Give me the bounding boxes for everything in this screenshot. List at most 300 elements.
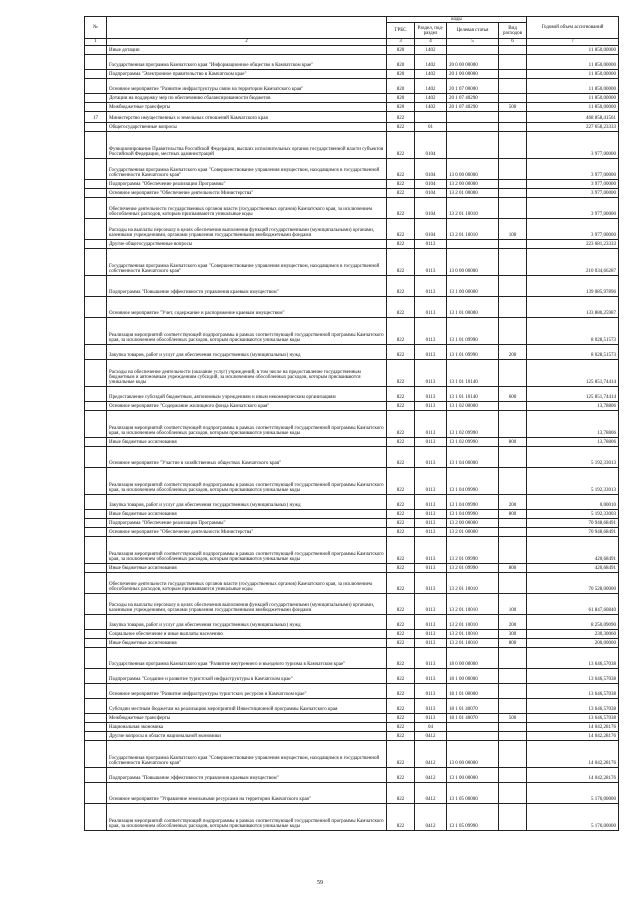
row-target-article: 13 1 04 09990 (447, 467, 499, 494)
row-expense-type (499, 536, 527, 563)
table-row (85, 188, 619, 197)
row-name: Закупка товаров, работ и услуг для обеспечения государственных (муниципальных) нужд (107, 614, 387, 629)
row-grbs: 822 (387, 359, 415, 386)
row-name: Основное мероприятие "Развитие инфраструктуры туристских ресурсов в Камчатском крае" (107, 683, 387, 698)
row-number (85, 158, 107, 179)
row-number (85, 593, 107, 614)
row-number (85, 713, 107, 722)
row-name: Обеспечение деятельности государственных органов власти (государственных органов) Камчатского края, за исключением обособленных расходов, которым присваиваются уникальные коды (107, 572, 387, 593)
row-grbs: 822 (387, 248, 415, 275)
row-amount: 420,68491 (527, 563, 619, 572)
row-expense-type: 300 (499, 629, 527, 638)
row-grbs: 820 (387, 45, 415, 54)
row-target-article (447, 111, 499, 122)
row-amount: 11 850,00000 (527, 78, 619, 93)
row-expense-type (499, 239, 527, 248)
table-row (85, 527, 619, 536)
row-amount: 0,00010 (527, 494, 619, 509)
row-grbs: 820 (387, 54, 415, 69)
row-razdel: 0113 (415, 698, 447, 713)
row-name: Реализация мероприятий соответствующей подпрограммы в рамках соответствующей государственной программы Камчатского края, за исключением обособленных расходов, которым присваиваются уникальные коды (107, 317, 387, 344)
row-expense-type: 100 (499, 593, 527, 614)
row-grbs: 822 (387, 731, 415, 740)
row-grbs: 820 (387, 93, 415, 102)
row-expense-type (499, 410, 527, 437)
row-grbs: 822 (387, 722, 415, 731)
row-grbs: 822 (387, 638, 415, 647)
row-number (85, 629, 107, 638)
table-header (85, 17, 619, 46)
row-name: Расходы на обеспечение деятельности (оказание услуг) учреждений, в том числе на предоставление государственным бюджетным и автономным учреждениям субсидий, за исключением обособленных расходов, которым присваиваются уникальные коды (107, 359, 387, 386)
row-grbs: 822 (387, 158, 415, 179)
row-number (85, 614, 107, 629)
row-number (85, 102, 107, 111)
row-name: Основное мероприятие "Обеспечение деятельности Министерства" (107, 188, 387, 197)
row-number (85, 536, 107, 563)
row-target-article: 13 1 04 00000 (447, 446, 499, 467)
row-amount: 227 658,23333 (527, 122, 619, 131)
row-razdel: 0412 (415, 767, 447, 782)
table-row (85, 197, 619, 218)
row-expense-type (499, 78, 527, 93)
row-grbs: 822 (387, 740, 415, 767)
row-number (85, 122, 107, 131)
row-name: Основное мероприятие "Участие в хозяйственных обществах Камчатского края" (107, 446, 387, 467)
row-number (85, 248, 107, 275)
row-grbs: 822 (387, 668, 415, 683)
row-target-article: 13 1 05 09990 (447, 803, 499, 830)
col-razdel-header: Раздел, под-раздел (415, 23, 447, 39)
row-razdel: 0104 (415, 218, 447, 239)
row-amount: 11 850,00000 (527, 102, 619, 111)
row-razdel: 0113 (415, 593, 447, 614)
table-row (85, 494, 619, 509)
table-row (85, 572, 619, 593)
row-grbs: 822 (387, 563, 415, 572)
row-amount: 13 646,57038 (527, 683, 619, 698)
table-row (85, 218, 619, 239)
row-razdel: 0113 (415, 344, 447, 359)
table-row (85, 93, 619, 102)
row-name: Основное мероприятие "Обеспечение деятельности Министерства" (107, 527, 387, 536)
row-number (85, 437, 107, 446)
col-number: 4 (415, 39, 447, 45)
table-row (85, 536, 619, 563)
row-amount: 139 085,97896 (527, 275, 619, 296)
row-number (85, 494, 107, 509)
row-target-article (447, 239, 499, 248)
row-grbs: 822 (387, 536, 415, 563)
row-name: Расходы на выплаты персоналу в целях обеспечения выполнения функций государственными (муниципальными) органами, казенными учреждениями, органами управления государственными внебюджетными фондами (107, 593, 387, 614)
row-target-article: 13 2 01 00000 (447, 188, 499, 197)
row-grbs: 822 (387, 218, 415, 239)
row-amount: 468 858,41561 (527, 111, 619, 122)
row-expense-type (499, 45, 527, 54)
row-amount: 5 176,00000 (527, 782, 619, 803)
row-expense-type (499, 188, 527, 197)
row-target-article (447, 131, 499, 158)
row-target-article: 13 0 00 00000 (447, 248, 499, 275)
row-name: Социальное обеспечение и иные выплаты населению (107, 629, 387, 638)
col-name-header (107, 17, 387, 39)
row-name: Основное мероприятие "Управление земельными ресурсами на территории Камчатского края" (107, 782, 387, 803)
row-razdel: 0113 (415, 410, 447, 437)
col-number: 7 (527, 39, 619, 45)
table-row (85, 54, 619, 69)
row-number (85, 572, 107, 593)
row-expense-type: 800 (499, 638, 527, 647)
table-row (85, 638, 619, 647)
row-expense-type (499, 698, 527, 713)
table-row (85, 69, 619, 78)
row-razdel: 0113 (415, 248, 447, 275)
row-target-article (447, 731, 499, 740)
row-expense-type (499, 446, 527, 467)
row-name: Другие вопросы в области национальной экономики (107, 731, 387, 740)
row-expense-type (499, 647, 527, 668)
table-row (85, 698, 619, 713)
table-row (85, 102, 619, 111)
col-grbs-header: ГРБС (387, 23, 415, 39)
row-name: Государственная программа Камчатского края "Совершенствование управления имуществом, находящимся в государственной собственности Камчатского края" (107, 248, 387, 275)
col-total-header: Годовой объем ассигнований (527, 17, 619, 39)
row-amount: 125 851,74414 (527, 359, 619, 386)
row-target-article: 13 2 01 10010 (447, 197, 499, 218)
row-grbs: 822 (387, 386, 415, 401)
row-expense-type (499, 731, 527, 740)
row-grbs: 822 (387, 410, 415, 437)
table-row (85, 410, 619, 437)
row-grbs: 820 (387, 102, 415, 111)
row-expense-type (499, 722, 527, 731)
row-amount: 200,00000 (527, 638, 619, 647)
row-expense-type: 200 (499, 344, 527, 359)
row-amount: 5 192,33003 (527, 509, 619, 518)
col-target-header: Целевая статья (447, 23, 499, 39)
row-number (85, 188, 107, 197)
row-target-article: 13 0 00 00000 (447, 740, 499, 767)
table-row (85, 122, 619, 131)
row-amount: 5 192,33013 (527, 446, 619, 467)
row-amount: 13 646,57038 (527, 713, 619, 722)
row-expense-type (499, 401, 527, 410)
row-grbs: 822 (387, 494, 415, 509)
row-amount: 14 042,28176 (527, 722, 619, 731)
row-razdel: 0113 (415, 572, 447, 593)
row-grbs: 822 (387, 647, 415, 668)
row-number (85, 410, 107, 437)
row-grbs: 822 (387, 509, 415, 518)
row-target-article: 13 2 01 09990 (447, 536, 499, 563)
row-amount: 223 681,23333 (527, 239, 619, 248)
row-amount: 3 977,00000 (527, 179, 619, 188)
row-number (85, 722, 107, 731)
row-name: Реализация мероприятий соответствующей подпрограммы в рамках соответствующей государственной программы Камчатского края, за исключением обособленных расходов, которым присваиваются уникальные коды (107, 467, 387, 494)
row-razdel: 0113 (415, 536, 447, 563)
row-grbs: 822 (387, 344, 415, 359)
row-amount: 61 847,60840 (527, 593, 619, 614)
col-number: 5 (447, 39, 499, 45)
table-row (85, 668, 619, 683)
table-row (85, 446, 619, 467)
table-row (85, 782, 619, 803)
row-amount: 3 977,00000 (527, 218, 619, 239)
row-amount: 13,78806 (527, 410, 619, 437)
row-expense-type (499, 131, 527, 158)
table-row (85, 563, 619, 572)
row-amount: 13 646,57038 (527, 698, 619, 713)
row-amount: 133 880,25987 (527, 296, 619, 317)
table-row (85, 344, 619, 359)
row-grbs: 822 (387, 179, 415, 188)
row-expense-type (499, 69, 527, 78)
row-razdel: 0412 (415, 731, 447, 740)
row-grbs: 822 (387, 683, 415, 698)
row-grbs: 822 (387, 629, 415, 638)
row-grbs: 822 (387, 239, 415, 248)
row-grbs: 822 (387, 614, 415, 629)
row-number (85, 218, 107, 239)
row-razdel: 01 (415, 122, 447, 131)
row-name: Основное мероприятие "Развитие инфраструктуры связи на территории Камчатского края" (107, 78, 387, 93)
row-razdel: 0104 (415, 131, 447, 158)
row-grbs: 822 (387, 122, 415, 131)
row-grbs: 822 (387, 275, 415, 296)
row-razdel: 0113 (415, 467, 447, 494)
col-number: 2 (107, 39, 387, 45)
row-razdel: 0113 (415, 563, 447, 572)
row-grbs: 822 (387, 317, 415, 344)
row-target-article: 18 0 00 00000 (447, 647, 499, 668)
row-amount: 5 192,33013 (527, 467, 619, 494)
row-name: Предоставление субсидий бюджетным, автономным учреждениям и иным некоммерческим организациям (107, 386, 387, 401)
row-expense-type: 200 (499, 614, 527, 629)
table-row (85, 731, 619, 740)
row-grbs: 822 (387, 767, 415, 782)
row-target-article: 13 2 01 10010 (447, 614, 499, 629)
table-row (85, 767, 619, 782)
row-target-article: 13 1 01 09990 (447, 317, 499, 344)
page-number: 59 (317, 880, 323, 886)
row-razdel: 0113 (415, 437, 447, 446)
table-row (85, 614, 619, 629)
row-number (85, 197, 107, 218)
col-num-header: № (85, 17, 107, 39)
row-name: Государственная программа Камчатского края "Информационное общество в Камчатском крае" (107, 54, 387, 69)
row-number (85, 740, 107, 767)
row-expense-type (499, 248, 527, 275)
row-number (85, 683, 107, 698)
row-amount: 125 851,74414 (527, 386, 619, 401)
row-expense-type (499, 467, 527, 494)
row-amount: 14 042,28176 (527, 767, 619, 782)
row-expense-type: 800 (499, 509, 527, 518)
row-expense-type (499, 111, 527, 122)
row-grbs: 822 (387, 446, 415, 467)
row-target-article: 13 2 00 00000 (447, 518, 499, 527)
row-razdel: 0113 (415, 527, 447, 536)
row-name: Другие общегосударственные вопросы (107, 239, 387, 248)
row-name: Подпрограмма "Повышение эффективности управления краевым имуществом" (107, 275, 387, 296)
row-razdel: 0113 (415, 317, 447, 344)
row-razdel: 0113 (415, 401, 447, 410)
row-grbs: 820 (387, 78, 415, 93)
table-row (85, 593, 619, 614)
row-target-article: 13 1 00 00000 (447, 275, 499, 296)
row-target-article: 20 1 07 00000 (447, 78, 499, 93)
row-razdel: 0113 (415, 629, 447, 638)
col-vid-header: Вид расходов (499, 23, 527, 39)
row-razdel: 0104 (415, 158, 447, 179)
row-amount: 13,78806 (527, 401, 619, 410)
row-razdel: 1402 (415, 45, 447, 54)
row-number (85, 509, 107, 518)
row-expense-type (499, 317, 527, 344)
row-target-article: 13 1 02 09990 (447, 410, 499, 437)
row-razdel: 0113 (415, 446, 447, 467)
row-number (85, 131, 107, 158)
table-row (85, 131, 619, 158)
row-target-article: 18 1 00 00000 (447, 668, 499, 683)
row-expense-type (499, 158, 527, 179)
row-number (85, 563, 107, 572)
row-number (85, 446, 107, 467)
row-name: Межбюджетные трансферты (107, 713, 387, 722)
table-row (85, 437, 619, 446)
row-target-article: 13 1 00 00000 (447, 767, 499, 782)
col-number: 6 (499, 39, 527, 45)
row-expense-type (499, 518, 527, 527)
row-amount: 3 977,00000 (527, 158, 619, 179)
row-grbs: 822 (387, 401, 415, 410)
row-amount: 70 948,68491 (527, 518, 619, 527)
row-name: Основное мероприятие "Содержание жилищного фонда Камчатского края" (107, 401, 387, 410)
row-name: Министерство имущественных и земельных отношений Камчатского края (107, 111, 387, 122)
row-name: Закупка товаров, работ и услуг для обеспечения государственных (муниципальных) нужд (107, 494, 387, 509)
row-razdel: 0113 (415, 683, 447, 698)
row-grbs: 822 (387, 188, 415, 197)
row-number (85, 239, 107, 248)
row-name: Национальная экономика (107, 722, 387, 731)
row-target-article: 20 1 00 00000 (447, 69, 499, 78)
row-razdel: 04 (415, 722, 447, 731)
row-grbs: 822 (387, 197, 415, 218)
row-target-article: 20 1 07 40290 (447, 102, 499, 111)
row-expense-type: 600 (499, 386, 527, 401)
row-razdel: 0104 (415, 188, 447, 197)
row-expense-type: 200 (499, 494, 527, 509)
row-amount: 14 042,28176 (527, 740, 619, 767)
row-expense-type (499, 740, 527, 767)
row-number: 17 (85, 111, 107, 122)
row-expense-type (499, 767, 527, 782)
row-amount: 3 977,00000 (527, 197, 619, 218)
row-expense-type (499, 93, 527, 102)
row-number (85, 54, 107, 69)
row-number (85, 668, 107, 683)
row-number (85, 344, 107, 359)
row-number (85, 467, 107, 494)
row-name: Государственная программа Камчатского края "Совершенствование управления имуществом, находящимся в государственной собственности Камчатского края" (107, 158, 387, 179)
table-row (85, 401, 619, 410)
row-razdel: 1402 (415, 102, 447, 111)
row-name: Подпрограмма "Обеспечение реализации Программы" (107, 179, 387, 188)
table-row (85, 45, 619, 54)
codes-group-header: коды (387, 17, 527, 23)
budget-table (84, 16, 619, 831)
row-amount: 5 176,00000 (527, 803, 619, 830)
row-amount: 11 850,00000 (527, 54, 619, 69)
row-target-article: 13 1 02 00000 (447, 401, 499, 410)
table-row (85, 467, 619, 494)
row-expense-type: 500 (499, 102, 527, 111)
row-name: Функционирование Правительства Российской Федерации, высших исполнительных органов государственной власти субъектов Российской Федерации, местных администраций (107, 131, 387, 158)
col-number: 1 (85, 39, 107, 45)
row-name: Подпрограмма "Электронное правительство в Камчатском крае" (107, 69, 387, 78)
row-target-article: 13 2 01 10010 (447, 629, 499, 638)
row-grbs: 822 (387, 572, 415, 593)
row-number (85, 698, 107, 713)
row-razdel: 0113 (415, 668, 447, 683)
row-expense-type (499, 54, 527, 69)
table-row (85, 740, 619, 767)
row-name: Подпрограмма "Создание и развитие туристской инфраструктуры в Камчатском крае" (107, 668, 387, 683)
row-name: Иные бюджетные ассигнования (107, 509, 387, 518)
row-grbs: 822 (387, 111, 415, 122)
row-amount: 420,68491 (527, 536, 619, 563)
row-amount: 14 042,28176 (527, 731, 619, 740)
row-target-article: 13 1 04 09990 (447, 509, 499, 518)
row-razdel: 1402 (415, 93, 447, 102)
row-amount: 11 850,00000 (527, 93, 619, 102)
row-number (85, 78, 107, 93)
row-number (85, 275, 107, 296)
row-name: Иные дотации (107, 45, 387, 54)
row-number (85, 359, 107, 386)
row-number (85, 782, 107, 803)
row-number (85, 647, 107, 668)
table-row (85, 317, 619, 344)
row-number (85, 731, 107, 740)
row-expense-type (499, 668, 527, 683)
row-razdel: 0113 (415, 509, 447, 518)
row-amount: 8 250,09090 (527, 614, 619, 629)
row-grbs: 822 (387, 467, 415, 494)
table-row (85, 629, 619, 638)
row-name: Иные бюджетные ассигнования (107, 638, 387, 647)
row-target-article: 13 2 01 10010 (447, 593, 499, 614)
row-name: Иные бюджетные ассигнования (107, 563, 387, 572)
row-amount: 210 034,66287 (527, 248, 619, 275)
table-row (85, 158, 619, 179)
row-razdel: 0113 (415, 359, 447, 386)
row-target-article: 13 1 05 00000 (447, 782, 499, 803)
row-expense-type (499, 803, 527, 830)
row-razdel: 0113 (415, 713, 447, 722)
row-name: Обеспечение деятельности государственных органов власти (государственных органов) Камчатского края, за исключением обособленных расходов, которым присваиваются уникальные коды (107, 197, 387, 218)
row-target-article (447, 722, 499, 731)
row-number (85, 386, 107, 401)
row-expense-type (499, 122, 527, 131)
table-row (85, 386, 619, 401)
row-target-article (447, 122, 499, 131)
table-row (85, 683, 619, 698)
row-amount: 8 028,51573 (527, 317, 619, 344)
row-number (85, 93, 107, 102)
row-target-article: 13 2 01 09990 (447, 563, 499, 572)
row-grbs: 822 (387, 698, 415, 713)
table-row (85, 518, 619, 527)
